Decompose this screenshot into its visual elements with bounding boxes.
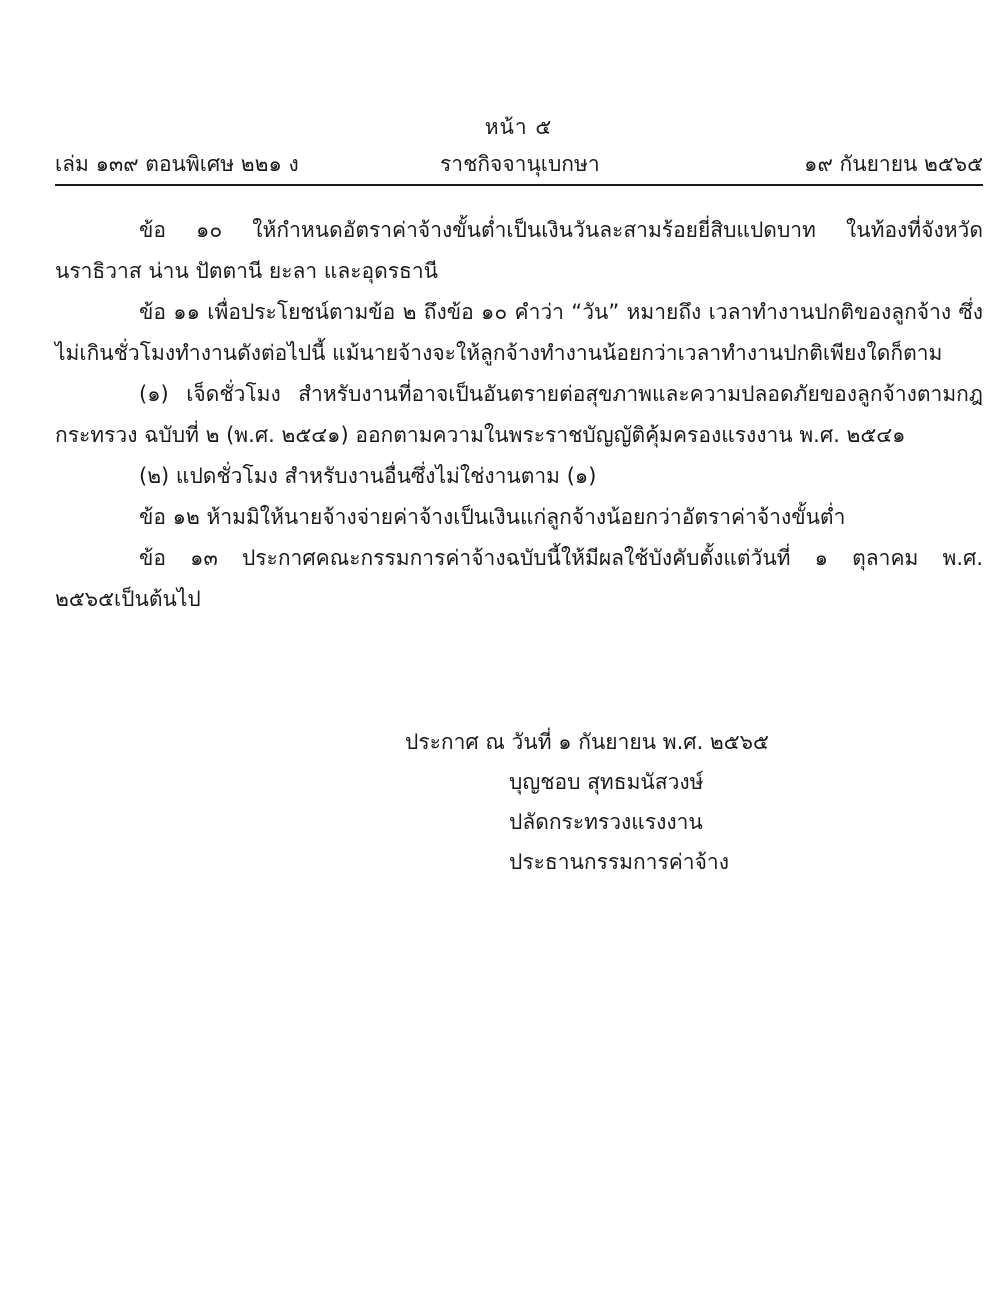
header-gazette-title: ราชกิจจานุเบกษา <box>440 152 600 176</box>
document-body <box>55 210 983 620</box>
signatory-role: ประธานกรรมการค่าจ้าง <box>509 850 729 874</box>
gazette-header <box>55 148 983 184</box>
signatory-name: บุญชอบ สุทธมนัสวงษ์ <box>509 770 704 794</box>
paragraph-clause-13: ข้อ ๑๓ ประกาศคณะกรรมการค่าจ้างฉบับนี้ให้มีผลใช้บังคับตั้งแต่วันที่ ๑ ตุลาคม พ.ศ. ๒๕๖๕เป็นต้นไป <box>55 546 983 611</box>
header-divider <box>55 184 983 186</box>
header-date: ๑๙ กันยายน ๒๕๖๕ <box>804 152 983 176</box>
paragraph-item-1: (๑) เจ็ดชั่วโมง สำหรับงานที่อาจเป็นอันตรายต่อสุขภาพและความปลอดภัยของลูกจ้างตามกฎกระทรวง ฉบับที่ ๒ (พ.ศ. ๒๕๔๑) ออกตามความในพระราชบัญญัติคุ้มครองแรงงาน พ.ศ. ๒๕๔๑ <box>55 382 983 447</box>
paragraph-clause-12: ข้อ ๑๒ ห้ามมิให้นายจ้างจ่ายค่าจ้างเป็นเงินแก่ลูกจ้างน้อยกว่าอัตราค่าจ้างขั้นต่ำ <box>139 505 846 529</box>
paragraph-clause-10: ข้อ ๑๐ ให้กำหนดอัตราค่าจ้างขั้นต่ำเป็นเงินวันละสามร้อยยี่สิบแปดบาท ในท้องที่จังหวัดนราธิวาส น่าน ปัตตานี ยะลา และอุดรธานี <box>55 218 983 283</box>
signatory-position: ปลัดกระทรวงแรงงาน <box>509 810 703 834</box>
page-number: หน้า ๕ <box>484 115 553 139</box>
header-volume-issue: เล่ม ๑๓๙ ตอนพิเศษ ๒๒๑ ง <box>55 152 299 176</box>
paragraph-item-2: (๒) แปดชั่วโมง สำหรับงานอื่นซึ่งไม่ใช่งานตาม (๑) <box>139 464 597 488</box>
announcement-date: ประกาศ ณ วันที่ ๑ กันยายน พ.ศ. ๒๕๖๕ <box>405 730 769 754</box>
paragraph-clause-11: ข้อ ๑๑ เพื่อประโยชน์ตามข้อ ๒ ถึงข้อ ๑๐ คำว่า “วัน” หมายถึง เวลาทำงานปกติของลูกจ้าง ซึ่งไม่เกินชั่วโมงทำงานดังต่อไปนี้ แม้นายจ้างจะให้ลูกจ้างทำงานน้อยกว่าเวลาทำงานปกติเพียงใดก็ตาม <box>55 300 983 365</box>
signature-block <box>405 722 845 882</box>
